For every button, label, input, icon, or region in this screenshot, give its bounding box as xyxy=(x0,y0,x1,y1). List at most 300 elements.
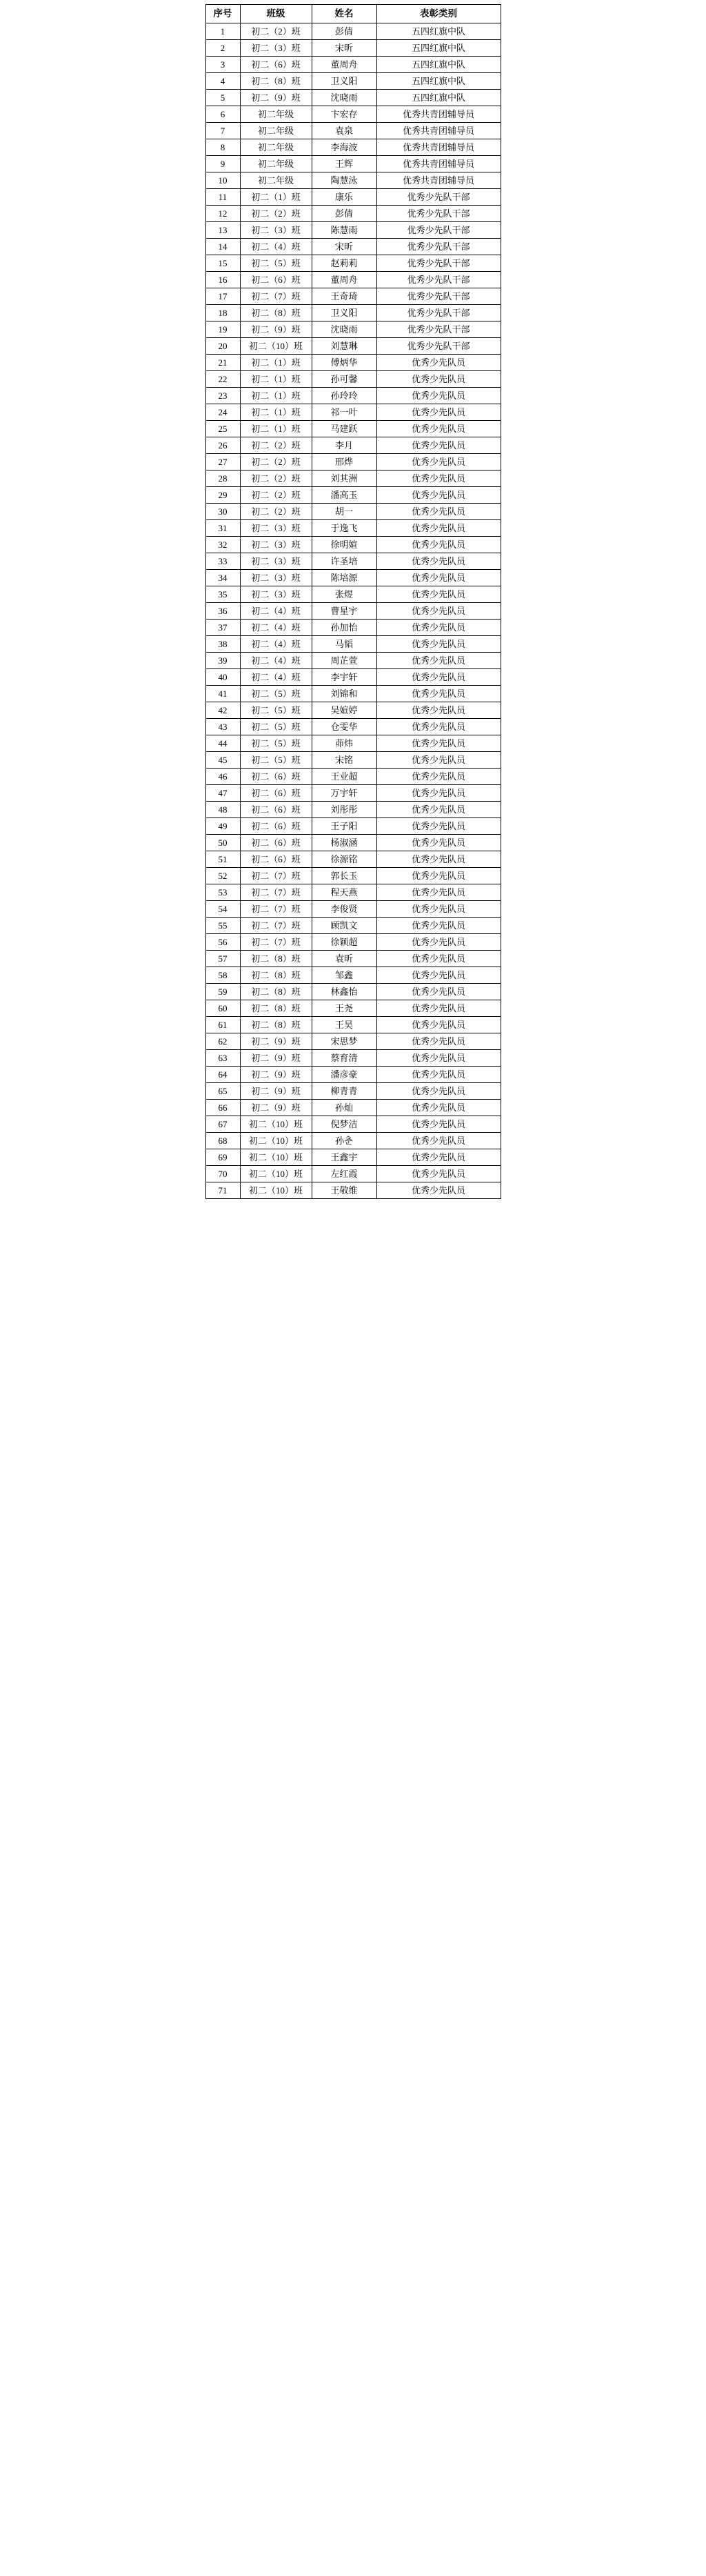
row-award-type: 优秀少先队员 xyxy=(376,388,501,404)
row-index: 39 xyxy=(205,653,240,669)
row-name: 潘彦豪 xyxy=(312,1067,376,1083)
row-name: 宋思梦 xyxy=(312,1033,376,1050)
table-row xyxy=(205,984,501,1000)
table-row xyxy=(205,189,501,206)
table-row xyxy=(205,868,501,884)
row-class: 初二（6）班 xyxy=(240,818,312,835)
row-name: 康乐 xyxy=(312,189,376,206)
row-name: 李宇轩 xyxy=(312,669,376,686)
row-award-type: 优秀少先队员 xyxy=(376,454,501,470)
table-row xyxy=(205,106,501,123)
row-name: 王业超 xyxy=(312,769,376,785)
row-award-type: 优秀少先队员 xyxy=(376,918,501,934)
table-row xyxy=(205,1000,501,1017)
table-row xyxy=(205,1166,501,1182)
row-index: 47 xyxy=(205,785,240,802)
table-row xyxy=(205,653,501,669)
table-row xyxy=(205,305,501,321)
row-name: 胡一 xyxy=(312,504,376,520)
row-award-type: 优秀少先队员 xyxy=(376,504,501,520)
row-name: 李海波 xyxy=(312,139,376,156)
row-index: 32 xyxy=(205,537,240,553)
table-row xyxy=(205,851,501,868)
row-index: 11 xyxy=(205,189,240,206)
row-name: 潘高玉 xyxy=(312,487,376,504)
row-class: 初二（5）班 xyxy=(240,735,312,752)
row-class: 初二（4）班 xyxy=(240,653,312,669)
row-name: 左红霞 xyxy=(312,1166,376,1182)
row-class: 初二（1）班 xyxy=(240,371,312,388)
table-row xyxy=(205,702,501,719)
table-row xyxy=(205,156,501,172)
row-award-type: 优秀少先队干部 xyxy=(376,255,501,272)
row-award-type: 优秀少先队员 xyxy=(376,570,501,586)
row-index: 49 xyxy=(205,818,240,835)
row-award-type: 优秀少先队员 xyxy=(376,355,501,371)
row-class: 初二年级 xyxy=(240,172,312,189)
row-index: 51 xyxy=(205,851,240,868)
row-index: 12 xyxy=(205,206,240,222)
row-name: 李俊贤 xyxy=(312,901,376,918)
row-class: 初二（2）班 xyxy=(240,23,312,40)
row-name: 程天燕 xyxy=(312,884,376,901)
row-name: 徐源铭 xyxy=(312,851,376,868)
row-name: 沈晓雨 xyxy=(312,90,376,106)
row-award-type: 优秀少先队员 xyxy=(376,1033,501,1050)
row-class: 初二（3）班 xyxy=(240,537,312,553)
row-index: 14 xyxy=(205,239,240,255)
row-class: 初二（10）班 xyxy=(240,338,312,355)
row-award-type: 优秀共青团辅导员 xyxy=(376,172,501,189)
row-name: 杨淑涵 xyxy=(312,835,376,851)
row-index: 40 xyxy=(205,669,240,686)
table-row xyxy=(205,951,501,967)
row-index: 41 xyxy=(205,686,240,702)
row-index: 8 xyxy=(205,139,240,156)
row-name: 徐颖超 xyxy=(312,934,376,951)
row-award-type: 五四红旗中队 xyxy=(376,90,501,106)
row-name: 傅炳华 xyxy=(312,355,376,371)
row-index: 63 xyxy=(205,1050,240,1067)
row-award-type: 优秀少先队员 xyxy=(376,769,501,785)
row-index: 59 xyxy=(205,984,240,1000)
row-award-type: 优秀少先队员 xyxy=(376,719,501,735)
row-name: 王子阳 xyxy=(312,818,376,835)
table-row xyxy=(205,636,501,653)
row-award-type: 优秀少先队员 xyxy=(376,835,501,851)
row-class: 初二（8）班 xyxy=(240,305,312,321)
row-award-type: 优秀少先队干部 xyxy=(376,305,501,321)
row-name: 吴媗婷 xyxy=(312,702,376,719)
table-row xyxy=(205,537,501,553)
row-name: 刘其洲 xyxy=(312,470,376,487)
row-index: 17 xyxy=(205,288,240,305)
row-index: 37 xyxy=(205,620,240,636)
row-class: 初二（2）班 xyxy=(240,487,312,504)
table-header xyxy=(205,5,501,23)
row-class: 初二（7）班 xyxy=(240,934,312,951)
row-name: 陈培源 xyxy=(312,570,376,586)
table-row xyxy=(205,1100,501,1116)
table-row xyxy=(205,321,501,338)
row-class: 初二（1）班 xyxy=(240,355,312,371)
row-name: 王奇琦 xyxy=(312,288,376,305)
row-index: 46 xyxy=(205,769,240,785)
table-row xyxy=(205,288,501,305)
row-class: 初二（8）班 xyxy=(240,1017,312,1033)
row-class: 初二（10）班 xyxy=(240,1166,312,1182)
row-award-type: 优秀少先队员 xyxy=(376,1116,501,1133)
row-index: 6 xyxy=(205,106,240,123)
row-class: 初二（3）班 xyxy=(240,586,312,603)
row-award-type: 优秀少先队员 xyxy=(376,603,501,620)
table-row xyxy=(205,1033,501,1050)
table-row xyxy=(205,553,501,570)
row-index: 18 xyxy=(205,305,240,321)
row-class: 初二（6）班 xyxy=(240,802,312,818)
row-award-type: 五四红旗中队 xyxy=(376,73,501,90)
row-class: 初二（9）班 xyxy=(240,1083,312,1100)
row-name: 卫义阳 xyxy=(312,73,376,90)
row-award-type: 五四红旗中队 xyxy=(376,23,501,40)
row-name: 林鑫怡 xyxy=(312,984,376,1000)
table-row xyxy=(205,73,501,90)
row-class: 初二（6）班 xyxy=(240,785,312,802)
row-index: 62 xyxy=(205,1033,240,1050)
row-name: 徐明媗 xyxy=(312,537,376,553)
row-class: 初二（1）班 xyxy=(240,388,312,404)
row-award-type: 优秀少先队员 xyxy=(376,984,501,1000)
row-name: 刘锦和 xyxy=(312,686,376,702)
table-row xyxy=(205,239,501,255)
row-index: 20 xyxy=(205,338,240,355)
row-award-type: 优秀共青团辅导员 xyxy=(376,106,501,123)
row-class: 初二（5）班 xyxy=(240,702,312,719)
row-name: 刘慧琳 xyxy=(312,338,376,355)
row-award-type: 优秀少先队员 xyxy=(376,1067,501,1083)
row-name: 王鑫宇 xyxy=(312,1149,376,1166)
row-class: 初二（5）班 xyxy=(240,255,312,272)
table-row xyxy=(205,918,501,934)
table-row xyxy=(205,421,501,437)
row-class: 初二（4）班 xyxy=(240,669,312,686)
table-row xyxy=(205,818,501,835)
row-award-type: 优秀少先队员 xyxy=(376,868,501,884)
row-index: 1 xyxy=(205,23,240,40)
row-class: 初二（5）班 xyxy=(240,752,312,769)
row-index: 15 xyxy=(205,255,240,272)
table-row xyxy=(205,172,501,189)
row-index: 22 xyxy=(205,371,240,388)
row-award-type: 优秀少先队员 xyxy=(376,702,501,719)
row-index: 54 xyxy=(205,901,240,918)
row-class: 初二（7）班 xyxy=(240,288,312,305)
row-award-type: 优秀少先队员 xyxy=(376,437,501,454)
row-award-type: 优秀少先队干部 xyxy=(376,321,501,338)
column-header-index: 序号 xyxy=(205,5,240,23)
row-class: 初二（9）班 xyxy=(240,321,312,338)
row-award-type: 优秀少先队员 xyxy=(376,553,501,570)
row-name: 卫义阳 xyxy=(312,305,376,321)
table-row xyxy=(205,901,501,918)
row-name: 刘彤彤 xyxy=(312,802,376,818)
column-header-award-type: 表彰类别 xyxy=(376,5,501,23)
row-index: 43 xyxy=(205,719,240,735)
row-name: 孙可馨 xyxy=(312,371,376,388)
row-index: 70 xyxy=(205,1166,240,1182)
row-class: 初二（7）班 xyxy=(240,884,312,901)
document-page xyxy=(0,0,706,1206)
row-class: 初二（9）班 xyxy=(240,1100,312,1116)
row-award-type: 优秀少先队员 xyxy=(376,967,501,984)
row-name: 蔡育清 xyxy=(312,1050,376,1067)
row-class: 初二年级 xyxy=(240,156,312,172)
row-class: 初二（3）班 xyxy=(240,40,312,57)
row-award-type: 优秀少先队员 xyxy=(376,636,501,653)
row-class: 初二（3）班 xyxy=(240,570,312,586)
row-index: 45 xyxy=(205,752,240,769)
row-award-type: 优秀少先队员 xyxy=(376,371,501,388)
row-award-type: 优秀少先队干部 xyxy=(376,189,501,206)
row-index: 38 xyxy=(205,636,240,653)
row-name: 于逸飞 xyxy=(312,520,376,537)
row-name: 祁一叶 xyxy=(312,404,376,421)
row-index: 71 xyxy=(205,1182,240,1199)
row-index: 24 xyxy=(205,404,240,421)
table-row xyxy=(205,206,501,222)
row-award-type: 优秀少先队员 xyxy=(376,586,501,603)
row-index: 52 xyxy=(205,868,240,884)
table-row xyxy=(205,802,501,818)
row-name: 孙灿 xyxy=(312,1100,376,1116)
row-name: 万宇轩 xyxy=(312,785,376,802)
row-name: 王敬维 xyxy=(312,1182,376,1199)
row-index: 19 xyxy=(205,321,240,338)
row-name: 卞宏存 xyxy=(312,106,376,123)
row-name: 袁昕 xyxy=(312,951,376,967)
table-row xyxy=(205,620,501,636)
table-row xyxy=(205,735,501,752)
row-class: 初二（1）班 xyxy=(240,404,312,421)
row-award-type: 优秀少先队员 xyxy=(376,537,501,553)
row-index: 10 xyxy=(205,172,240,189)
table-row xyxy=(205,1050,501,1067)
row-class: 初二年级 xyxy=(240,123,312,139)
row-name: 宋昕 xyxy=(312,239,376,255)
row-index: 9 xyxy=(205,156,240,172)
table-row xyxy=(205,404,501,421)
row-index: 65 xyxy=(205,1083,240,1100)
row-index: 66 xyxy=(205,1100,240,1116)
table-row xyxy=(205,255,501,272)
row-name: 邹鑫 xyxy=(312,967,376,984)
row-award-type: 优秀少先队员 xyxy=(376,884,501,901)
row-name: 许圣培 xyxy=(312,553,376,570)
row-index: 57 xyxy=(205,951,240,967)
row-index: 69 xyxy=(205,1149,240,1166)
row-index: 4 xyxy=(205,73,240,90)
row-class: 初二（8）班 xyxy=(240,951,312,967)
row-award-type: 优秀少先队员 xyxy=(376,802,501,818)
row-class: 初二（8）班 xyxy=(240,1000,312,1017)
column-header-name: 姓名 xyxy=(312,5,376,23)
row-class: 初二（5）班 xyxy=(240,719,312,735)
table-row xyxy=(205,785,501,802)
row-index: 55 xyxy=(205,918,240,934)
table-row xyxy=(205,355,501,371)
row-index: 29 xyxy=(205,487,240,504)
table-row xyxy=(205,487,501,504)
row-name: 陶慧泳 xyxy=(312,172,376,189)
row-award-type: 优秀少先队员 xyxy=(376,901,501,918)
row-class: 初二（10）班 xyxy=(240,1116,312,1133)
row-class: 初二（6）班 xyxy=(240,835,312,851)
row-index: 33 xyxy=(205,553,240,570)
row-award-type: 优秀共青团辅导员 xyxy=(376,123,501,139)
row-index: 25 xyxy=(205,421,240,437)
row-award-type: 优秀少先队员 xyxy=(376,1050,501,1067)
table-row xyxy=(205,1067,501,1083)
row-award-type: 优秀少先队员 xyxy=(376,487,501,504)
table-row xyxy=(205,752,501,769)
row-index: 50 xyxy=(205,835,240,851)
table-row xyxy=(205,1017,501,1033)
table-row xyxy=(205,57,501,73)
row-class: 初二（6）班 xyxy=(240,272,312,288)
row-award-type: 优秀少先队员 xyxy=(376,686,501,702)
row-award-type: 优秀少先队员 xyxy=(376,1000,501,1017)
table-row xyxy=(205,388,501,404)
row-award-type: 优秀少先队员 xyxy=(376,934,501,951)
row-name: 孙加怡 xyxy=(312,620,376,636)
table-row xyxy=(205,835,501,851)
table-row xyxy=(205,520,501,537)
row-award-type: 优秀少先队员 xyxy=(376,1083,501,1100)
row-award-type: 优秀少先队员 xyxy=(376,851,501,868)
row-index: 3 xyxy=(205,57,240,73)
row-class: 初二（8）班 xyxy=(240,967,312,984)
table-row xyxy=(205,139,501,156)
row-name: 董周舟 xyxy=(312,272,376,288)
row-award-type: 优秀少先队员 xyxy=(376,1017,501,1033)
row-award-type: 优秀少先队干部 xyxy=(376,338,501,355)
row-class: 初二（4）班 xyxy=(240,603,312,620)
row-name: 孙玲玲 xyxy=(312,388,376,404)
row-index: 67 xyxy=(205,1116,240,1133)
table-row xyxy=(205,1149,501,1166)
table-row xyxy=(205,1083,501,1100)
table-header-row xyxy=(205,5,501,23)
row-name: 茆炜 xyxy=(312,735,376,752)
table-row xyxy=(205,23,501,40)
row-award-type: 优秀少先队员 xyxy=(376,1149,501,1166)
table-row xyxy=(205,272,501,288)
row-class: 初二年级 xyxy=(240,139,312,156)
table-row xyxy=(205,90,501,106)
row-index: 2 xyxy=(205,40,240,57)
row-index: 16 xyxy=(205,272,240,288)
table-row xyxy=(205,454,501,470)
row-class: 初二（2）班 xyxy=(240,437,312,454)
row-name: 郭长玉 xyxy=(312,868,376,884)
row-name: 宋昕 xyxy=(312,40,376,57)
row-index: 13 xyxy=(205,222,240,239)
row-index: 34 xyxy=(205,570,240,586)
row-class: 初二（7）班 xyxy=(240,918,312,934)
row-name: 孙춘 xyxy=(312,1133,376,1149)
table-row xyxy=(205,769,501,785)
row-award-type: 优秀共青团辅导员 xyxy=(376,156,501,172)
table-row xyxy=(205,686,501,702)
row-name: 彭倩 xyxy=(312,206,376,222)
row-award-type: 优秀少先队员 xyxy=(376,818,501,835)
row-award-type: 优秀少先队员 xyxy=(376,951,501,967)
row-award-type: 优秀少先队干部 xyxy=(376,222,501,239)
row-index: 28 xyxy=(205,470,240,487)
row-award-type: 优秀少先队员 xyxy=(376,1182,501,1199)
row-name: 董周舟 xyxy=(312,57,376,73)
row-award-type: 五四红旗中队 xyxy=(376,40,501,57)
row-award-type: 优秀少先队干部 xyxy=(376,206,501,222)
row-class: 初二（7）班 xyxy=(240,868,312,884)
row-name: 陈慧雨 xyxy=(312,222,376,239)
table-row xyxy=(205,884,501,901)
row-award-type: 五四红旗中队 xyxy=(376,57,501,73)
row-index: 44 xyxy=(205,735,240,752)
row-award-type: 优秀少先队干部 xyxy=(376,288,501,305)
table-row xyxy=(205,603,501,620)
row-class: 初二（8）班 xyxy=(240,984,312,1000)
row-name: 邢烨 xyxy=(312,454,376,470)
row-class: 初二（6）班 xyxy=(240,851,312,868)
row-class: 初二（8）班 xyxy=(240,73,312,90)
row-name: 马建跃 xyxy=(312,421,376,437)
row-index: 60 xyxy=(205,1000,240,1017)
row-class: 初二（2）班 xyxy=(240,454,312,470)
table-row xyxy=(205,967,501,984)
table-row xyxy=(205,437,501,454)
row-award-type: 优秀少先队员 xyxy=(376,1100,501,1116)
row-name: 曹星宇 xyxy=(312,603,376,620)
row-index: 48 xyxy=(205,802,240,818)
row-name: 张煜 xyxy=(312,586,376,603)
row-award-type: 优秀共青团辅导员 xyxy=(376,139,501,156)
row-class: 初二（10）班 xyxy=(240,1133,312,1149)
row-index: 31 xyxy=(205,520,240,537)
row-award-type: 优秀少先队员 xyxy=(376,520,501,537)
row-name: 马韬 xyxy=(312,636,376,653)
row-class: 初二（4）班 xyxy=(240,239,312,255)
row-index: 56 xyxy=(205,934,240,951)
row-class: 初二（7）班 xyxy=(240,901,312,918)
row-name: 倪梦洁 xyxy=(312,1116,376,1133)
row-award-type: 优秀少先队员 xyxy=(376,1133,501,1149)
row-name: 周芷萱 xyxy=(312,653,376,669)
row-name: 柳青青 xyxy=(312,1083,376,1100)
row-class: 初二（9）班 xyxy=(240,1033,312,1050)
table-row xyxy=(205,504,501,520)
row-class: 初二（9）班 xyxy=(240,1050,312,1067)
row-award-type: 优秀少先队员 xyxy=(376,404,501,421)
row-index: 68 xyxy=(205,1133,240,1149)
row-class: 初二年级 xyxy=(240,106,312,123)
table-row xyxy=(205,222,501,239)
row-award-type: 优秀少先队员 xyxy=(376,669,501,686)
row-class: 初二（5）班 xyxy=(240,686,312,702)
row-name: 沈晓雨 xyxy=(312,321,376,338)
row-index: 27 xyxy=(205,454,240,470)
row-award-type: 优秀少先队员 xyxy=(376,735,501,752)
